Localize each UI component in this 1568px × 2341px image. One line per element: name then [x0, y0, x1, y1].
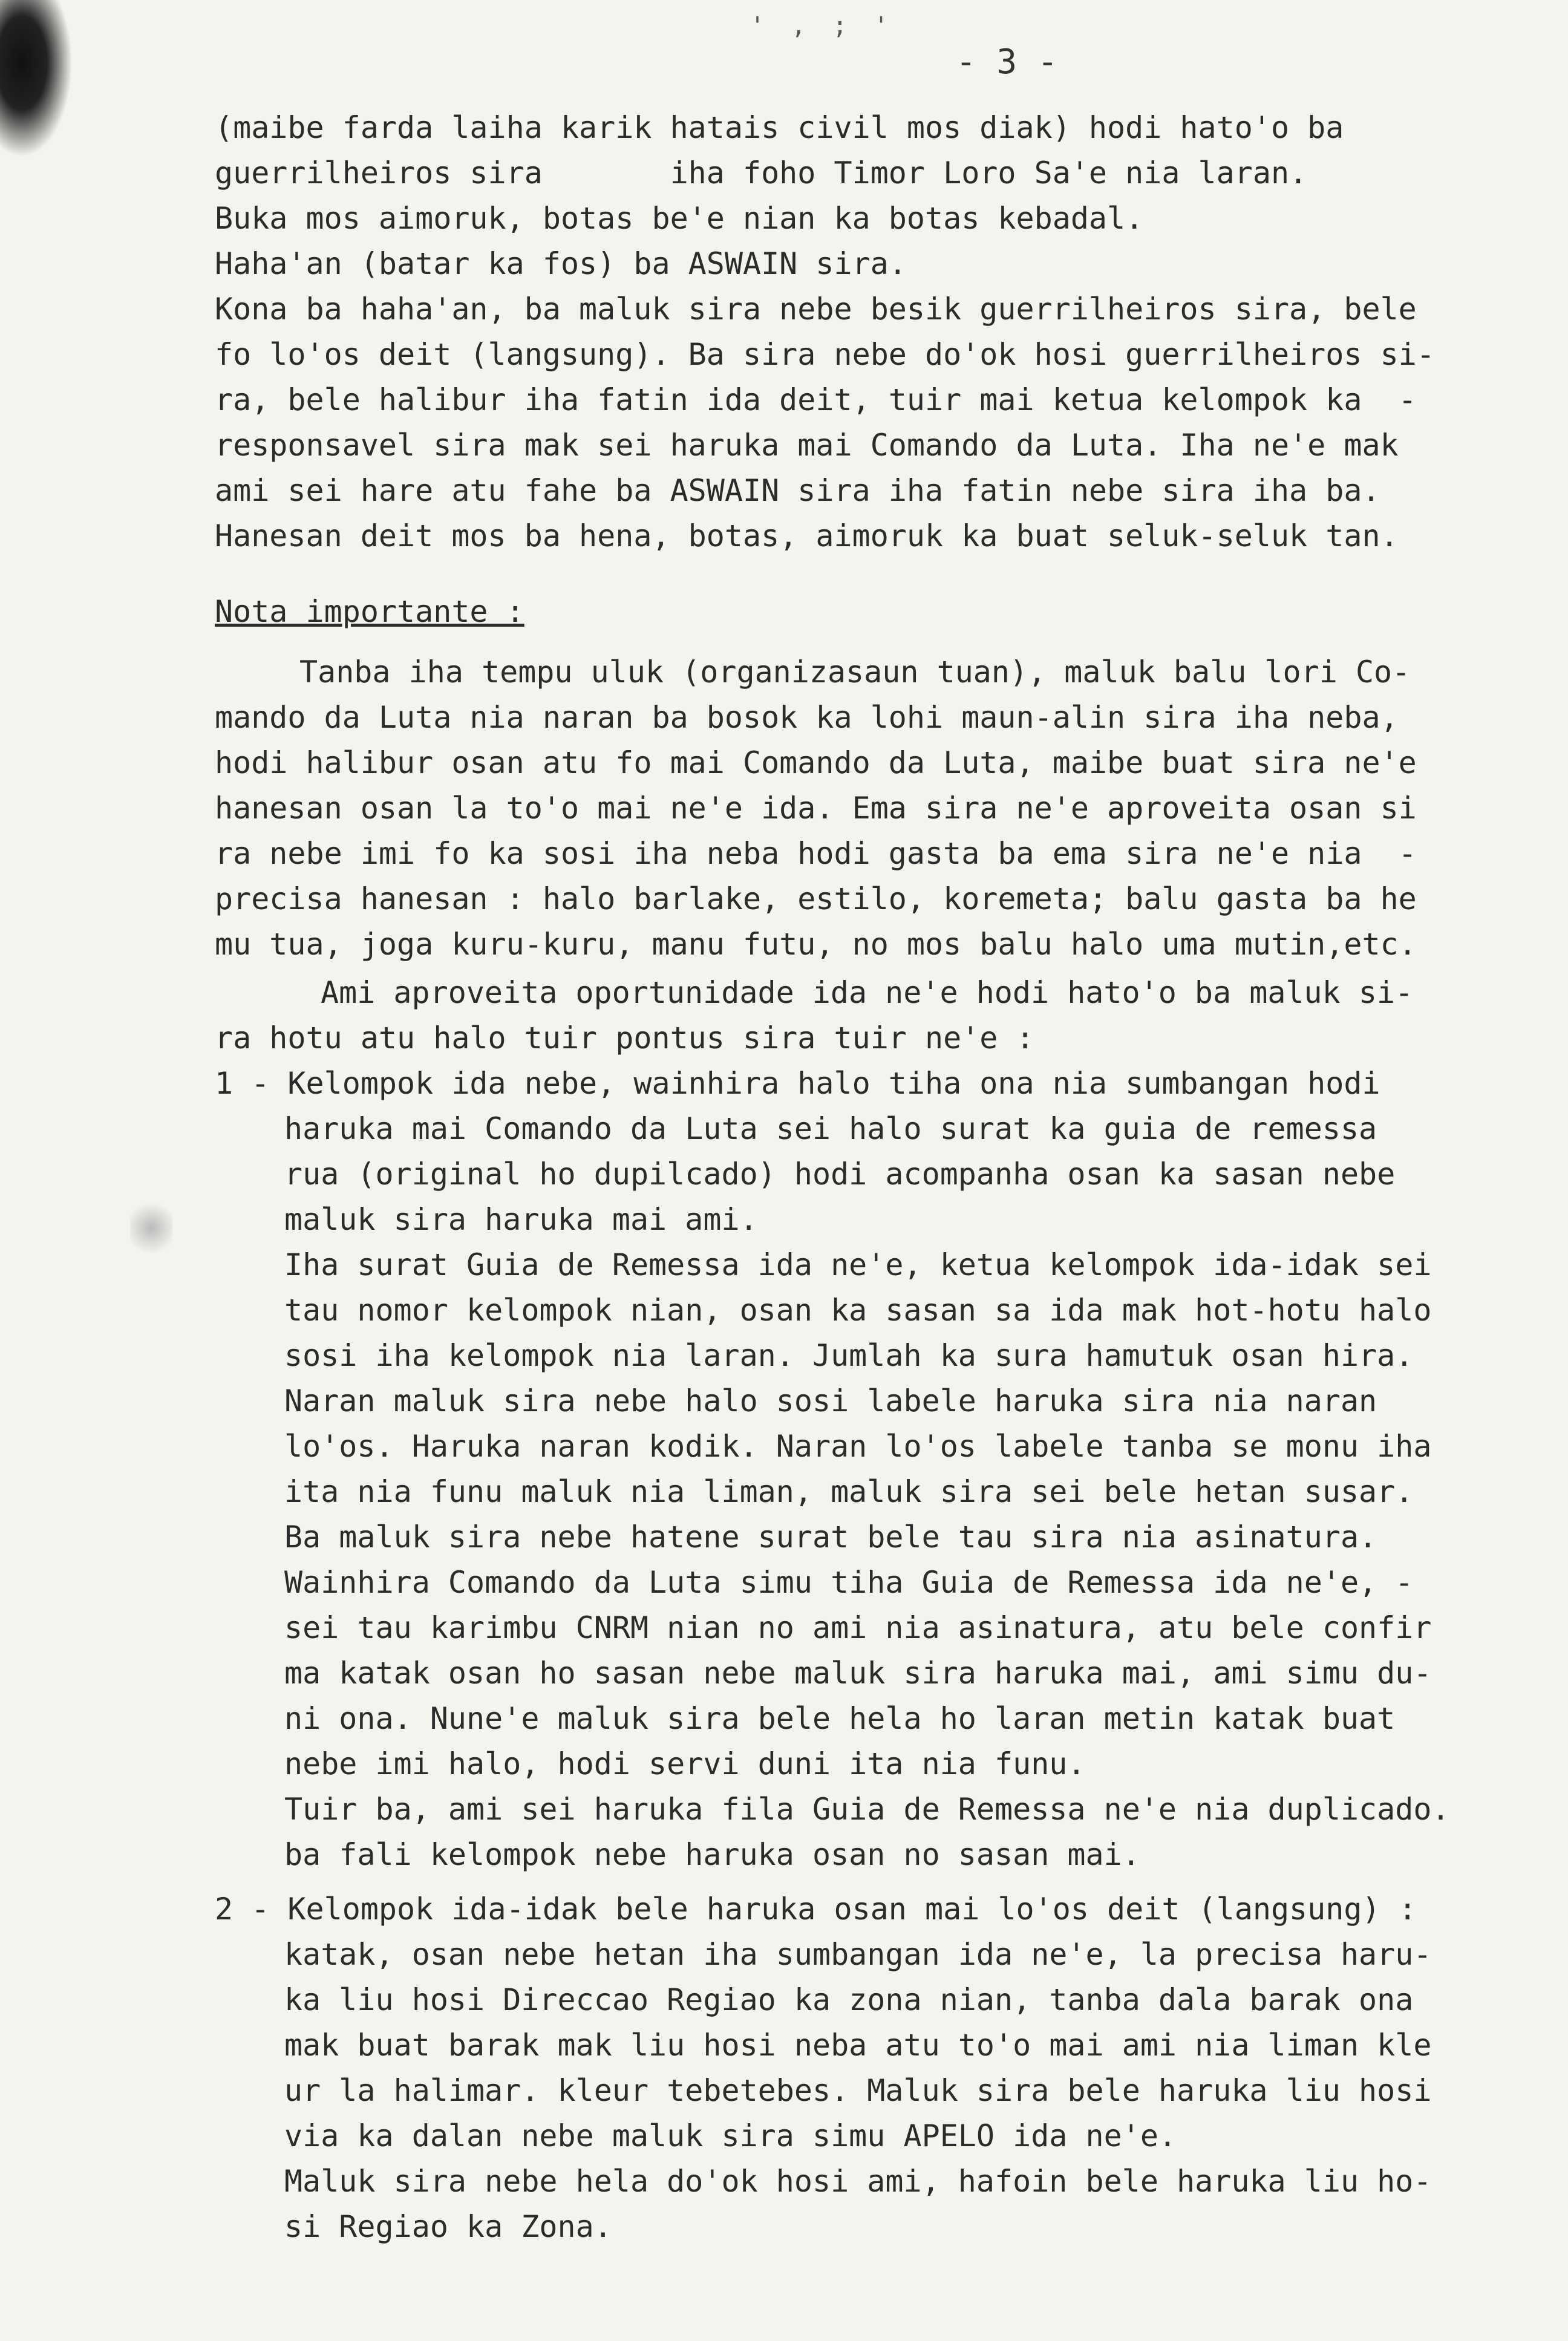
text-line: Hanesan deit mos ba hena, botas, aimoruk ka buat seluk-seluk tan. [215, 518, 1399, 553]
text-line: precisa hanesan : halo barlake, estilo, koremeta; balu gasta ba he [215, 881, 1417, 916]
top-mark: ' , ; ' [750, 12, 895, 40]
list-item-1-line: Ba maluk sira nebe hatene surat bele tau sira nia asinatura. [284, 1520, 1377, 1555]
page-number: - 3 - [956, 42, 1058, 82]
list-item-1-line: ma katak osan ho sasan nebe maluk sira haruka mai, ami simu du- [284, 1656, 1432, 1691]
list-item-2-line: ka liu hosi Direccao Regiao ka zona nian, tanba dala barak ona [284, 1982, 1414, 2017]
text-line: ami sei hare atu fahe ba ASWAIN sira iha fatin nebe sira iha ba. [215, 473, 1380, 508]
text-line: (maibe farda laiha karik hatais civil mos diak) hodi hato'o ba [215, 110, 1344, 145]
text-line: Kona ba haha'an, ba maluk sira nebe besik guerrilheiros sira, bele [215, 292, 1417, 327]
list-item-1-line: ni ona. Nune'e maluk sira bele hela ho laran metin katak buat [284, 1701, 1396, 1736]
list-item-2-line: Maluk sira nebe hela do'ok hosi ami, hafoin bele haruka liu ho- [284, 2164, 1432, 2199]
text-line: mu tua, joga kuru-kuru, manu futu, no mos balu halo uma mutin,etc. [215, 927, 1417, 962]
text-line: guerrilheiros sira iha foho Timor Loro Sa'e nia laran. [215, 155, 1308, 191]
list-item-1-line: ba fali kelompok nebe haruka osan no sasan mai. [284, 1837, 1140, 1872]
list-item-1-line: ita nia funu maluk nia liman, maluk sira sei bele hetan susar. [284, 1474, 1414, 1509]
text-line: responsavel sira mak sei haruka mai Comando da Luta. Iha ne'e mak [215, 428, 1399, 463]
scan-smudge [0, 0, 73, 157]
list-item-1-line: Naran maluk sira nebe halo sosi labele haruka sira nia naran [284, 1383, 1377, 1419]
text-line: Tanba iha tempu uluk (organizasaun tuan), maluk balu lori Co- [299, 655, 1411, 690]
list-item-1-line: tau nomor kelompok nian, osan ka sasan sa ida mak hot-hotu halo [284, 1293, 1432, 1328]
list-item-1-line: 1 - Kelompok ida nebe, wainhira halo tiha ona nia sumbangan hodi [215, 1066, 1380, 1101]
text-line: hodi halibur osan atu fo mai Comando da Luta, maibe buat sira ne'e [215, 745, 1417, 780]
list-item-1-line: Tuir ba, ami sei haruka fila Guia de Remessa ne'e nia duplicado. [284, 1792, 1450, 1827]
list-item-1-line: sei tau karimbu CNRM nian no ami nia asinatura, atu bele confir [284, 1610, 1432, 1645]
list-item-2-line: 2 - Kelompok ida-idak bele haruka osan mai lo'os deit (langsung) : [215, 1892, 1417, 1927]
list-item-1-line: Wainhira Comando da Luta simu tiha Guia de Remessa ida ne'e, - [284, 1565, 1414, 1600]
text-line: hanesan osan la to'o mai ne'e ida. Ema sira ne'e aproveita osan si [215, 791, 1417, 826]
list-item-1-line: haruka mai Comando da Luta sei halo surat ka guia de remessa [284, 1111, 1377, 1146]
list-item-2-line: si Regiao ka Zona. [284, 2209, 612, 2244]
list-item-1-line: maluk sira haruka mai ami. [284, 1202, 758, 1237]
text-line: ra hotu atu halo tuir pontus sira tuir ne'e : [215, 1020, 1034, 1056]
text-line: fo lo'os deit (langsung). Ba sira nebe do'ok hosi guerrilheiros si- [215, 337, 1435, 372]
list-item-1-line: rua (original ho dupilcado) hodi acompanha osan ka sasan nebe [284, 1157, 1396, 1192]
list-item-2-line: katak, osan nebe hetan iha sumbangan ida ne'e, la precisa haru- [284, 1937, 1432, 1972]
text-line: Ami aproveita oportunidade ida ne'e hodi hato'o ba maluk si- [321, 975, 1414, 1010]
list-item-2-line: ur la halimar. kleur tebetebes. Maluk sira bele haruka liu hosi [284, 2073, 1432, 2108]
list-item-2-line: mak buat barak mak liu hosi neba atu to'o mai ami nia liman kle [284, 2028, 1432, 2063]
text-line: ra, bele halibur iha fatin ida deit, tuir mai ketua kelompok ka - [215, 382, 1417, 417]
list-item-1-line: sosi iha kelompok nia laran. Jumlah ka sura hamutuk osan hira. [284, 1338, 1414, 1373]
section-heading: Nota importante : [215, 594, 524, 629]
text-line: Haha'an (batar ka fos) ba ASWAIN sira. [215, 246, 907, 281]
list-item-2-line: via ka dalan nebe maluk sira simu APELO ida ne'e. [284, 2118, 1177, 2153]
scan-speck [130, 1198, 172, 1258]
text-line: Buka mos aimoruk, botas be'e nian ka botas kebadal. [215, 201, 1144, 236]
text-line: mando da Luta nia naran ba bosok ka lohi maun-alin sira iha neba, [215, 700, 1399, 735]
list-item-1-line: nebe imi halo, hodi servi duni ita nia funu. [284, 1746, 1086, 1781]
text-line: ra nebe imi fo ka sosi iha neba hodi gasta ba ema sira ne'e nia - [215, 836, 1417, 871]
list-item-1-line: Iha surat Guia de Remessa ida ne'e, ketua kelompok ida-idak sei [284, 1247, 1432, 1282]
list-item-1-line: lo'os. Haruka naran kodik. Naran lo'os labele tanba se monu iha [284, 1429, 1432, 1464]
